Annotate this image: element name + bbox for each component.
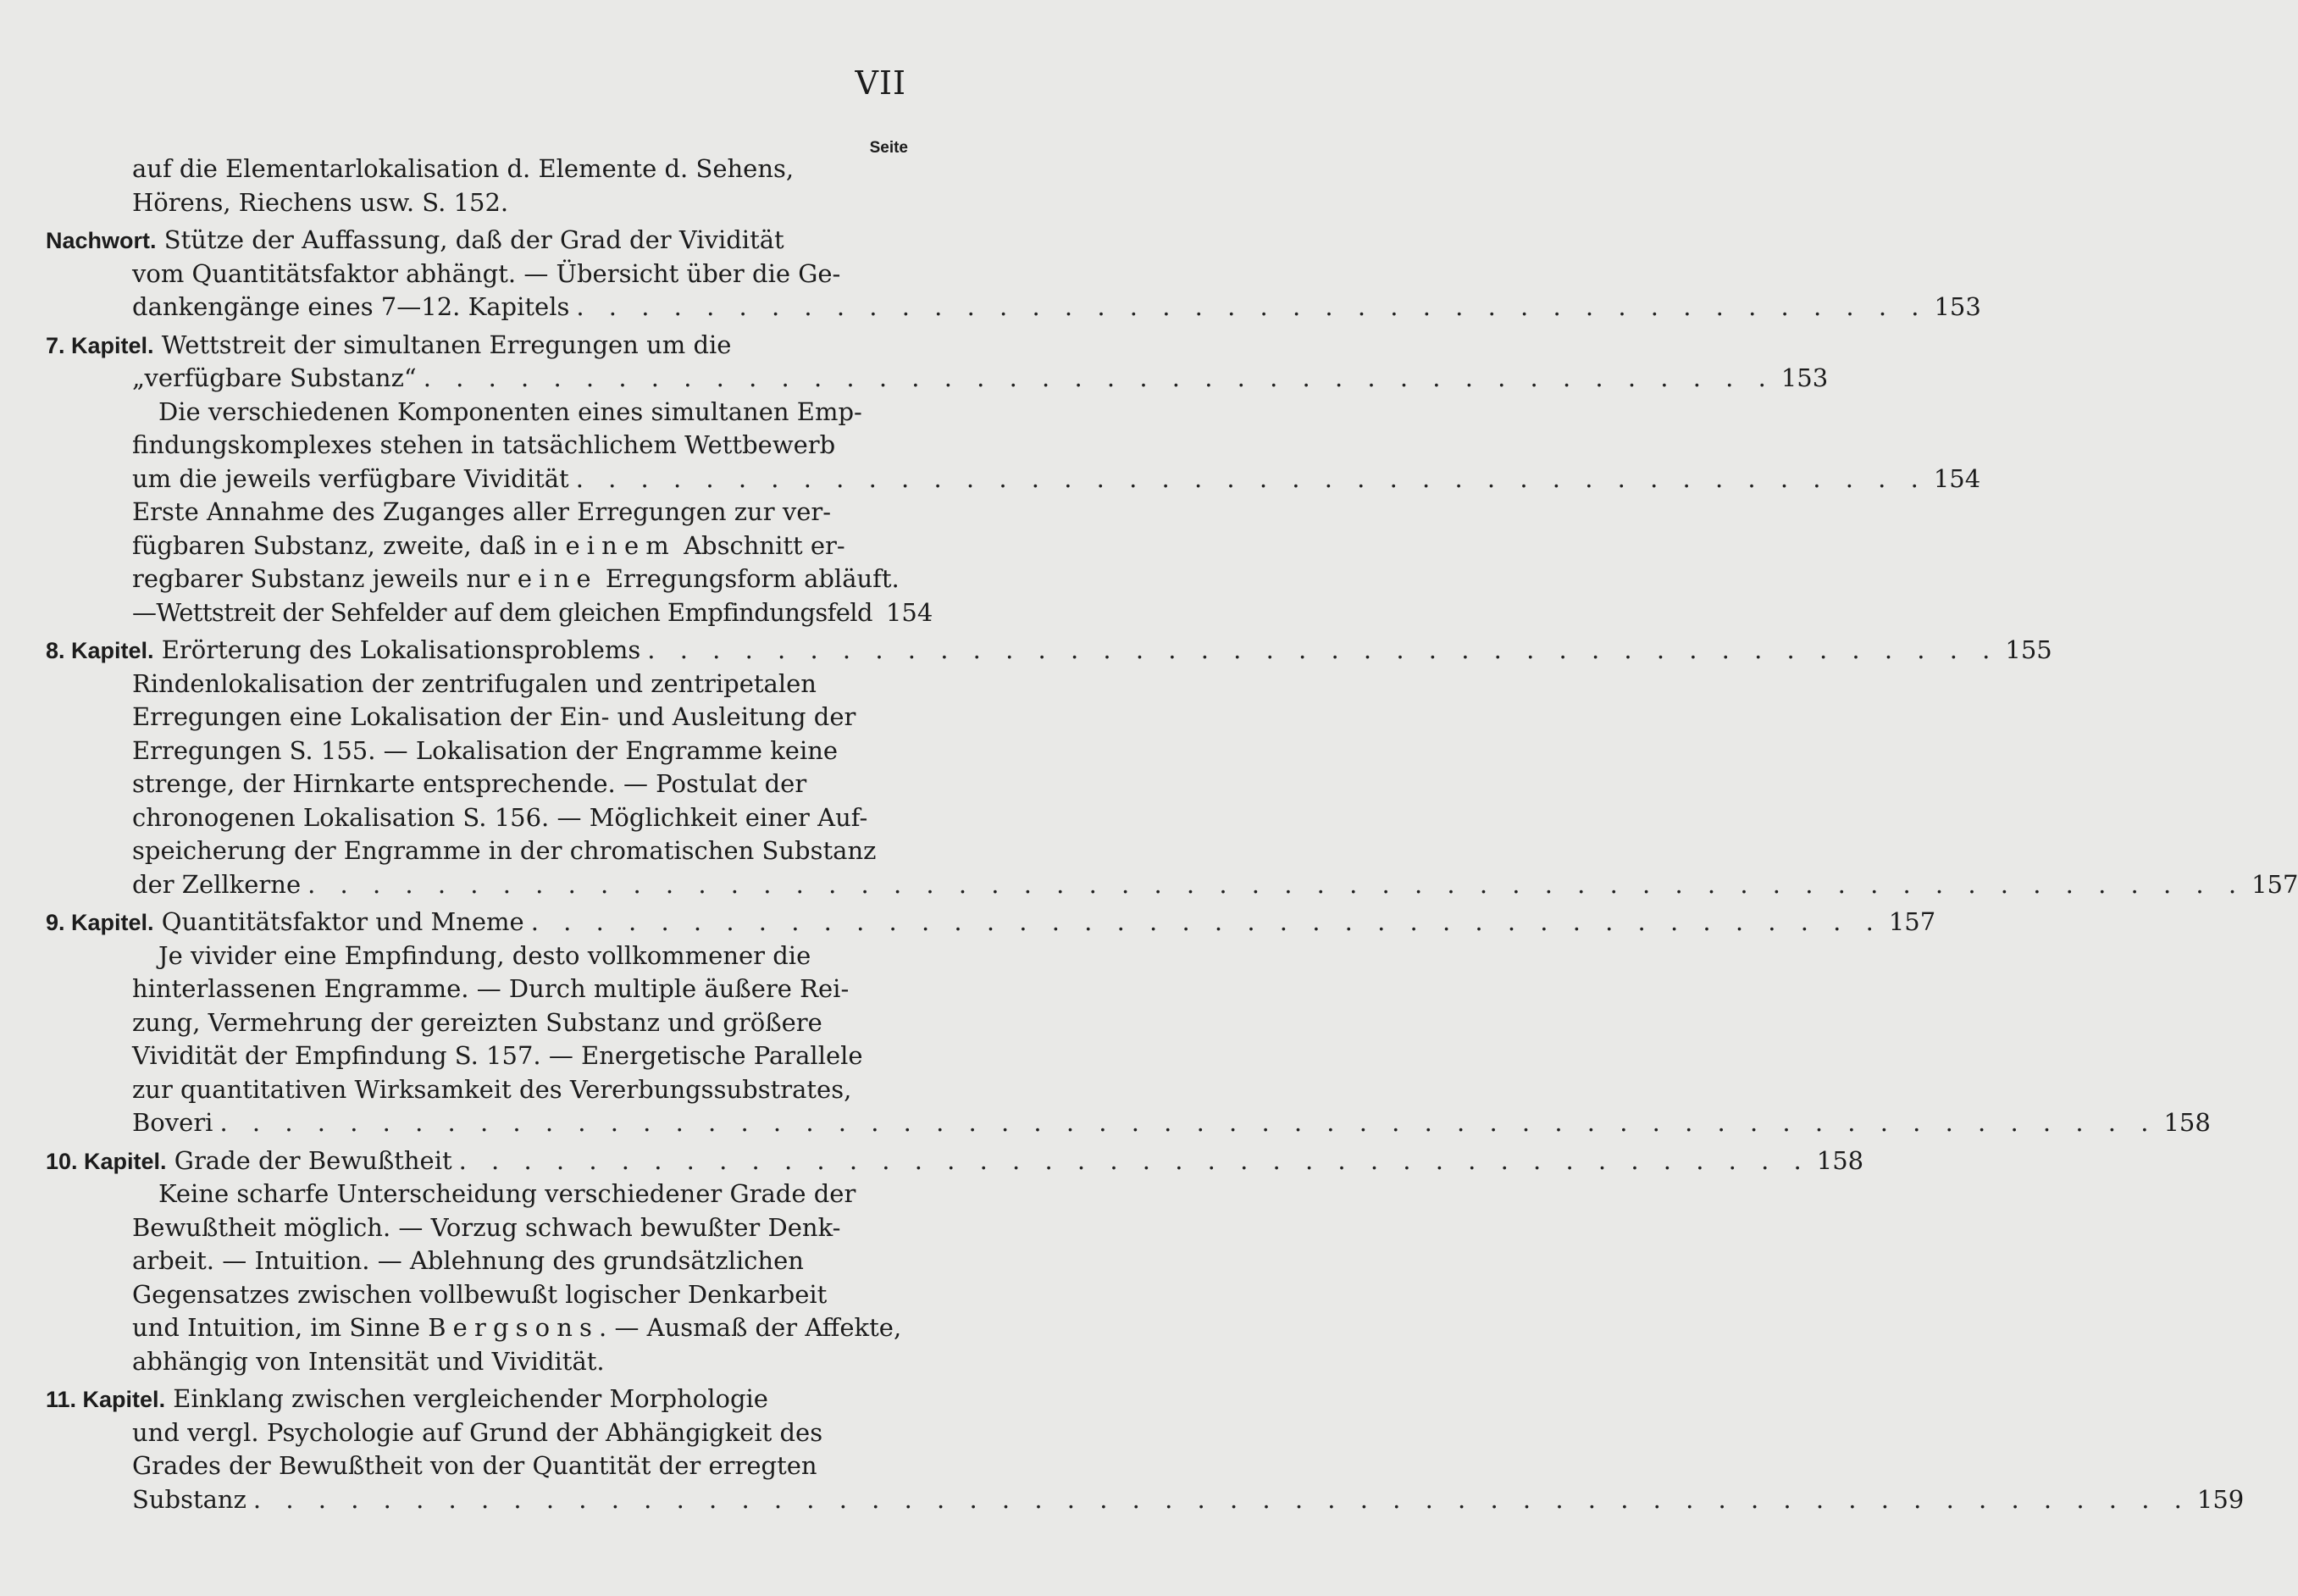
chapter-10-heading	[46, 1144, 452, 1179]
toc-line	[46, 1311, 910, 1345]
toc-dotted-line	[46, 291, 1981, 324]
toc-line: dankengänge eines 7—12. Kapitels	[132, 292, 570, 321]
toc-dotted-line	[46, 362, 1829, 396]
toc-line: auf die Elementarlokalisation d. Elemente d. Sehens,	[132, 154, 795, 183]
nachwort-entry	[46, 224, 910, 258]
toc-dotted-line	[46, 463, 1981, 496]
chapter-8-label: 8. Kapitel.	[46, 638, 154, 663]
toc-dotted-line	[46, 868, 2298, 902]
toc-line: Substanz	[132, 1484, 246, 1514]
toc-line: Die verschiedenen Komponenten eines simultanen Emp-	[158, 396, 862, 426]
toc-line: zung, Vermehrung der gereizten Substanz und größere	[132, 1007, 822, 1037]
leader-dots: . . . . . . . . . . . . . . . . . . . . . . . . . . . . . . . . . . . . . . . . . .	[647, 635, 1999, 664]
chapter-10-label: 10. Kapitel.	[46, 1148, 167, 1174]
spaced-emphasis: Bergsons	[428, 1313, 600, 1342]
chapter-10-entry	[46, 1144, 1864, 1178]
toc-line: zur quantitativen Wirksamkeit des Vererbungssubstrates,	[132, 1074, 852, 1104]
toc-line: Je vivider eine Empfindung, desto vollkommener die	[158, 940, 811, 970]
nachwort-label: Nachwort.	[46, 228, 157, 253]
toc-line: Vividität der Empfindung S. 157. — Energetische Parallele	[132, 1041, 863, 1070]
text-span: regbarer Substanz jeweils nur	[132, 564, 518, 593]
toc-line: Erste Annahme des Zuganges aller Erregungen zur ver-	[132, 497, 832, 526]
spaced-emphasis: eine	[517, 564, 598, 593]
toc-line: strenge, der Hirnkarte entsprechende. — Postulat der	[132, 769, 807, 798]
text-span: und Intuition, im Sinne	[132, 1313, 429, 1342]
toc-line: „verfügbare Substanz“	[132, 363, 417, 392]
chapter-7-entry	[46, 329, 910, 363]
toc-line: chronogenen Lokalisation S. 156. — Möglichkeit einer Auf-	[132, 802, 868, 832]
page-ref: 154	[885, 597, 933, 627]
toc-line: um die jeweils verfügbare Vividität	[132, 463, 569, 493]
toc-line: der Zellkerne	[132, 869, 302, 899]
toc-line: abhängig von Intensität und Vividität.	[132, 1346, 605, 1376]
leader-dots: . . . . . . . . . . . . . . . . . . . . . . . . . . . . . . . . . . . . . . . . . .	[576, 292, 1928, 321]
toc-dotted-line	[46, 1483, 2245, 1517]
toc-line: hinterlassenen Engramme. — Durch multiple äußere Rei-	[132, 974, 850, 1003]
toc-line: Stütze der Auffassung, daß der Grad der Vividität	[163, 225, 784, 254]
chapter-7-label: 7. Kapitel.	[46, 332, 154, 358]
leader-dots: . . . . . . . . . . . . . . . . . . . . . . . . . . . . . . . . . . . . . . . . . .	[530, 907, 1882, 936]
toc-line: vom Quantitätsfaktor abhängt. — Übersicht über die Ge-	[132, 258, 841, 288]
toc-line: findungskomplexes stehen in tatsächlichem Wettbewerb	[132, 430, 836, 459]
toc-dotted-line	[46, 1106, 2211, 1140]
page-ref: 153	[1780, 363, 1829, 392]
chapter-9-label: 9. Kapitel.	[46, 910, 154, 935]
leader-dots: . . . . . . . . . . . . . . . . . . . . . . . . . . . . . . . . . . . . . . . . . .	[575, 463, 1927, 493]
chapter-10-title: Grade der Bewußtheit	[174, 1145, 452, 1175]
chapter-9-heading	[46, 906, 524, 940]
leader-dots: . . . . . . . . . . . . . . . . . . . . . . . . . . . . . . . . . . . . . . . . . . . . . . . . . . . . . . . . . . . .	[219, 1108, 2157, 1137]
chapter-9-entry	[46, 906, 1936, 939]
leader-dots: . . . . . . . . . . . . . . . . . . . . . . . . . . . . . . . . . . . . . . . . . .	[423, 363, 1775, 392]
text-span: fügbaren Substanz, zweite, daß in	[132, 530, 566, 560]
toc-line: und vergl. Psychologie auf Grund der Abhängigkeit des	[132, 1417, 823, 1447]
leader-dots: . . . . . . . . . . . . . . . . . . . . . . . . . . . . . . . . . . . . . . . . . . . . . . . . . . . . . . . . . . . .	[252, 1484, 2190, 1514]
page-number: VII	[855, 64, 906, 102]
toc-line: speicherung der Engramme in der chromatischen Substanz	[132, 836, 877, 865]
toc-line: Keine scharfe Unterscheidung verschiedener Grade der	[158, 1179, 856, 1208]
table-of-contents	[46, 152, 2298, 1516]
toc-line: Gegensatzes zwischen vollbewußt logischer Denkarbeit	[132, 1279, 828, 1309]
toc-line: Grades der Bewußtheit von der Quantität der erregten	[132, 1451, 817, 1480]
toc-line	[46, 529, 910, 563]
toc-line: Wettstreit der simultanen Erregungen um die	[161, 330, 732, 359]
toc-line: arbeit. — Intuition. — Ablehnung des grundsätzlichen	[132, 1246, 804, 1275]
toc-line: Einklang zwischen vergleichender Morphologie	[173, 1384, 768, 1413]
toc-line: Boveri	[132, 1108, 213, 1137]
page-ref: 157	[2251, 869, 2298, 899]
page-ref: 153	[1934, 292, 1981, 321]
toc-line: Hörens, Riechens usw. S. 152.	[132, 187, 509, 217]
toc-line-with-page	[46, 596, 933, 630]
page-ref: 158	[1816, 1145, 1864, 1175]
chapter-8-heading	[46, 634, 640, 668]
chapter-11-entry	[46, 1383, 910, 1416]
chapter-8-title: Erörterung des Lokalisationsproblems	[161, 635, 641, 664]
toc-line: Erregungen S. 155. — Lokalisation der Engramme keine	[132, 735, 839, 765]
chapter-9-title: Quantitätsfaktor und Mneme	[161, 907, 524, 936]
seite-column-label: Seite	[869, 139, 908, 157]
toc-line: Erregungen eine Lokalisation der Ein- und Ausleitung der	[132, 702, 856, 731]
chapter-11-label: 11. Kapitel.	[46, 1387, 166, 1412]
page-ref: 157	[1888, 907, 1936, 936]
spaced-emphasis: einem	[565, 530, 676, 560]
page-ref: 155	[2005, 635, 2052, 664]
text-span: Abschnitt er-	[675, 530, 845, 560]
text-span: . — Ausmaß der Affekte,	[599, 1313, 902, 1342]
page-ref: 159	[2196, 1484, 2245, 1514]
text-span: Erregungsform abläuft.	[597, 564, 900, 593]
toc-line: —Wettstreit der Sehfelder auf dem gleichen Empfindungsfeld	[132, 597, 872, 627]
page-ref: 158	[2163, 1108, 2211, 1137]
page-ref: 154	[1933, 463, 1981, 493]
chapter-8-entry	[46, 634, 2052, 668]
toc-line: Rindenlokalisation der zentrifugalen und zentripetalen	[132, 668, 817, 698]
toc-line	[46, 562, 910, 596]
leader-dots: . . . . . . . . . . . . . . . . . . . . . . . . . . . . . . . . . . . . . . . . . .	[458, 1145, 1810, 1175]
leader-dots: . . . . . . . . . . . . . . . . . . . . . . . . . . . . . . . . . . . . . . . . . . . . . . . . . . . . . . . . . . . .	[307, 869, 2245, 899]
toc-line: Bewußtheit möglich. — Vorzug schwach bewußter Denk-	[132, 1212, 841, 1242]
